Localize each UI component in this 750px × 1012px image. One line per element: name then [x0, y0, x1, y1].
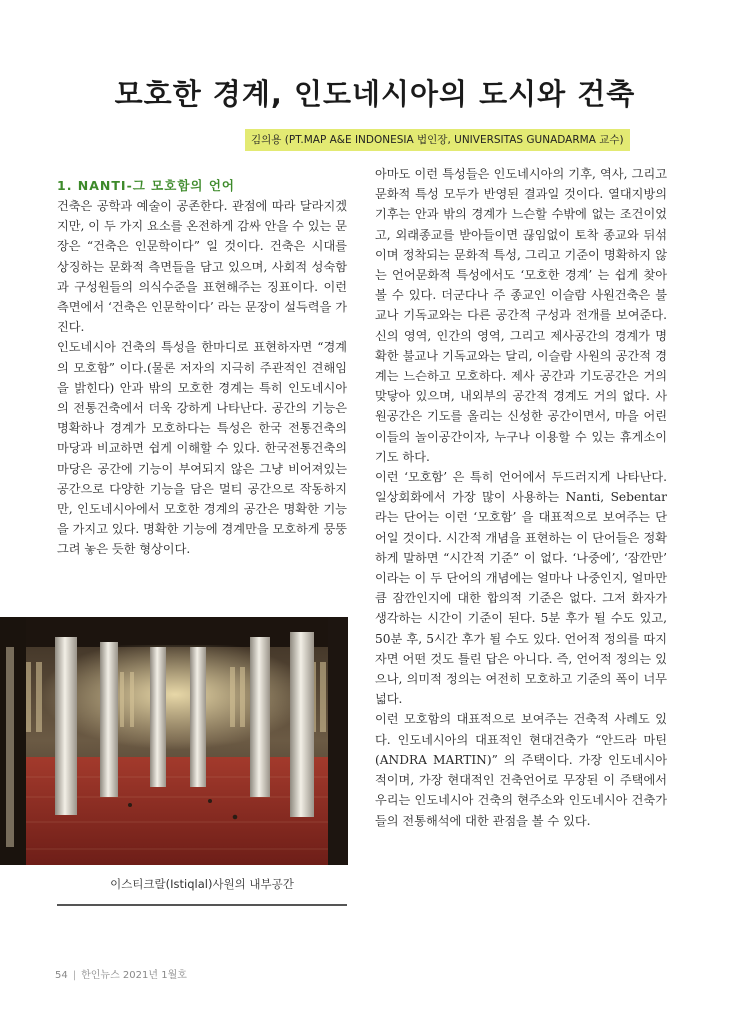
body-paragraph: 아마도 이런 특성들은 인도네시아의 기후, 역사, 그리고 문화적 특성 모두가 반영된 결과일 것이다. 열대지방의 기후는 안과 밖의 경계가 느슨할 수밖에 없는 조건이었고, 외래종교를 받아들이면 끊임없이 토착 종교와 뒤섞이며 정착되는 문화적 특성, 그리고 기준이 명확하지 않는 언어문화적 특성에서도 ‘모호한 경계’ 는 쉽게 찾아볼 수 있다. 더군다나 주 종교인 이슬람 사원건축은 불교나 기독교와는 다른 공간적 구성과 전개를 보여준다. 신의 영역, 인간의 영역, 그리고 제사공간의 경계가 명확한 불교나 기독교와는 달리, 이슬람 사원의 공간적 경계는 느슨하고 모호하다. 제사 공간과 기도공간은 거의 맞닿아 있으며, 내외부의 공간적 경계도 거의 없다. 사원공간은 기도를 올리는 신성한 공간이면서, 마을 어린이들의 놀이공간이자, 누구나 이용할 수 있는 휴게소이기도 하다. [375, 167, 667, 464]
article-title: 모호한 경계, 인도네시아의 도시와 건축 [114, 77, 636, 111]
footer-separator: | [72, 970, 77, 981]
photo-caption: 이스티크랄(Istiqlal)사원의 내부공간 [110, 877, 294, 891]
body-paragraph: 이런 모호함의 대표적으로 보여주는 건축적 사례도 있다. 인도네시아의 대표적인 현대건축가 “안드라 마틴(ANDRA MARTIN)” 의 주택이다. 가장 인도네시아적이며, 가장 현대적인 건축언어로 무장된 이 주택에서 우리는 인도네시아 건축의 현주소와 인도네시아 건축가들의 전통해석에 대한 관점을 볼 수 있다. [375, 712, 667, 828]
author-byline: 김의용 (PT.MAP A&E INDONESIA 법인장, UNIVERSITAS GUNADARMA 교수) [245, 129, 630, 151]
body-paragraph: 인도네시아 건축의 특성을 한마디로 표현하자면 “경계의 모호함” 이다.(물론 저자의 지극히 주관적인 견해임을 밝힌다) 안과 밖의 모호한 경계는 특히 인도네시아의 전통건축에서 더욱 강하게 나타난다. 공간의 기능은 명확하나 경계가 모호하다는 특성은 한국 전통건축의 마당과 비교하면 쉽게 이해할 수 있다. 한국전통건축의 마당은 공간에 기능이 부여되지 않은 그냥 비어져있는 공간으로 다양한 기능을 담은 멀티 공간으로 작동하지만, 인도네시아에서 모호한 경계의 공간은 명확한 기능을 가지고 있다. 명확한 기능에 경계만을 모호하게 뭉뚱그려 놓은 듯한 형상이다. [57, 340, 348, 557]
caption-divider [57, 904, 347, 906]
left-column [57, 176, 347, 560]
publication-name: 한인뉴스 2021년 1월호 [81, 970, 187, 981]
mosque-interior-photo [0, 617, 348, 865]
body-paragraph: 건축은 공학과 예술이 공존한다. 관점에 따라 달라지겠지만, 이 두 가지 요소를 온전하게 감싸 안을 수 있는 문장은 “건축은 인문학이다” 일 것이다. 건축은 시대를 상징하는 문화적 측면들을 담고 있으며, 사회적 성숙함과 구성원들의 의식수준을 표현해주는 징표이다. 이런 측면에서 ‘건축은 인문학이다’ 라는 문장이 설득력을 가진다. [57, 199, 348, 335]
page-footer [55, 966, 187, 981]
page-number: 54 [55, 970, 68, 981]
body-paragraph: 이런 ‘모호함’ 은 특히 언어에서 두드러지게 나타난다. 일상회화에서 가장 많이 사용하는 Nanti, Sebentar 라는 단어는 이런 ‘모호함’ 을 대표적으로 보여주는 단어일 것이다. 시간적 개념을 표현하는 이 단어들은 정확하게 말하면 “시간적 기준” 이 없다. ‘나중에’, ‘잠깐만’ 이라는 이 두 단어의 개념에는 얼마나 나중인지, 얼마만큼 잠깐인지에 대한 합의적 기준은 없다. 그저 화자가 생각하는 시간이 기준이 된다. 5분 후가 될 수도 있고, 50분 후, 5시간 후가 될 수도 있다. 언어적 정의를 따지자면 어떤 것도 틀린 답은 아니다. 즉, 언어적 정의는 있으나, 의미적 정의는 여전히 모호하고 기준의 폭이 너무 넓다. [375, 470, 667, 707]
section-heading: 1. NANTI-그 모호함의 언어 [57, 178, 235, 193]
right-column [375, 164, 667, 831]
